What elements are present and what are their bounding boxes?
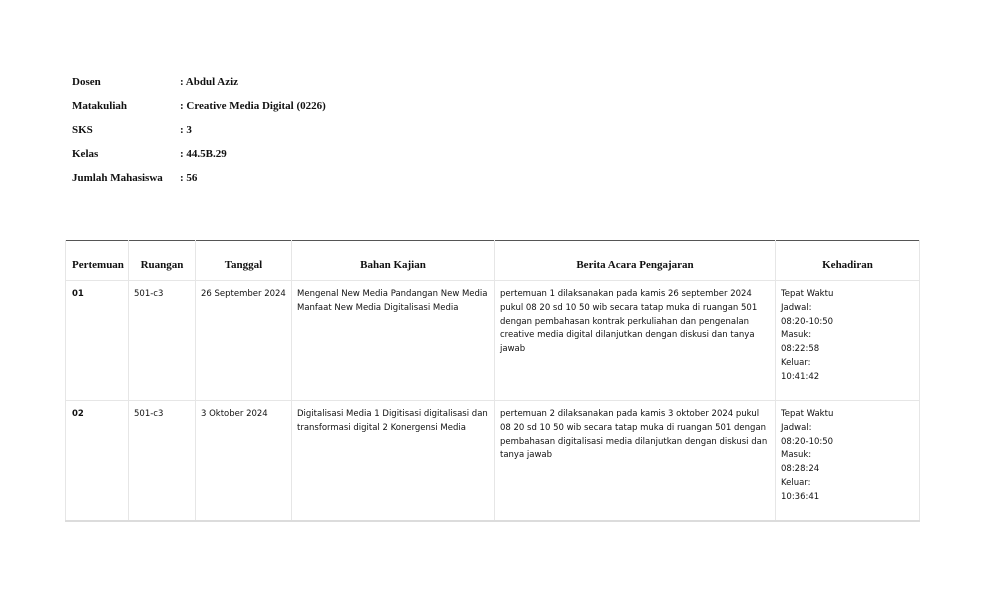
attendance-out-value: 10:41:42	[781, 371, 820, 382]
info-row-matakuliah	[72, 94, 326, 118]
info-value: : Creative Media Digital (0226)	[180, 100, 326, 112]
attendance-in-label: Masuk:	[781, 330, 812, 341]
info-value: : 56	[180, 172, 198, 184]
info-label: Dosen	[72, 76, 101, 88]
cell-ruangan: 501-c3	[129, 281, 196, 401]
header-bahan-kajian: Bahan Kajian	[292, 241, 495, 281]
attendance-schedule-label: Jadwal:	[781, 302, 812, 313]
cell-pertemuan: 01	[66, 281, 129, 401]
header-berita-acara: Berita Acara Pengajaran	[495, 241, 776, 281]
attendance-out-value: 10:36:41	[781, 491, 820, 502]
info-value: : 44.5B.29	[180, 148, 227, 160]
table-header-row	[66, 241, 920, 281]
attendance-in-value: 08:28:24	[781, 464, 820, 475]
table-row	[66, 281, 920, 401]
header-pertemuan: Pertemuan	[66, 241, 129, 281]
attendance-schedule-label: Jadwal:	[781, 422, 812, 433]
info-row-dosen	[72, 70, 326, 94]
cell-tanggal: 3 Oktober 2024	[196, 401, 292, 521]
info-value: : Abdul Aziz	[180, 76, 239, 88]
header-kehadiran: Kehadiran	[776, 241, 920, 281]
cell-bahan-kajian: Digitalisasi Media 1 Digitisasi digitalisasi dan transformasi digital 2 Konergensi Media	[292, 401, 495, 521]
cell-kehadiran	[776, 281, 920, 401]
info-label: Matakuliah	[72, 100, 128, 112]
header-tanggal: Tanggal	[196, 241, 292, 281]
cell-kehadiran	[776, 401, 920, 521]
table-row	[66, 401, 920, 521]
info-value: : 3	[180, 124, 192, 136]
info-label: SKS	[72, 124, 93, 136]
attendance-out-label: Keluar:	[781, 357, 811, 368]
cell-tanggal: 26 September 2024	[196, 281, 292, 401]
cell-berita-acara: pertemuan 2 dilaksanakan pada kamis 3 oktober 2024 pukul 08 20 sd 10 50 wib secara tatap muka di ruangan 501 dengan pembahasan digitalisasi media dilanjutkan dengan diskusi dan tanya jawab	[495, 401, 776, 521]
attendance-schedule-value: 08:20-10:50	[781, 316, 834, 327]
info-label: Jumlah Mahasiswa	[72, 172, 163, 184]
info-row-sks	[72, 118, 326, 142]
attendance-status: Tepat Waktu	[781, 409, 834, 419]
info-row-kelas	[72, 142, 326, 166]
info-label: Kelas	[72, 148, 99, 160]
attendance-in-value: 08:22:58	[781, 344, 820, 355]
attendance-in-label: Masuk:	[781, 450, 812, 461]
course-info	[72, 70, 326, 190]
attendance-out-label: Keluar:	[781, 477, 811, 488]
attendance-status: Tepat Waktu	[781, 289, 834, 299]
attendance-schedule-value: 08:20-10:50	[781, 436, 834, 447]
header-ruangan: Ruangan	[129, 241, 196, 281]
attendance-table	[65, 240, 920, 522]
cell-pertemuan: 02	[66, 401, 129, 521]
cell-ruangan: 501-c3	[129, 401, 196, 521]
attendance-table-container	[65, 240, 919, 522]
cell-bahan-kajian: Mengenal New Media Pandangan New Media Manfaat New Media Digitalisasi Media	[292, 281, 495, 401]
cell-berita-acara: pertemuan 1 dilaksanakan pada kamis 26 september 2024 pukul 08 20 sd 10 50 wib secara tatap muka di ruangan 501 dengan pembahasan kontrak perkuliahan dan pengenalan creative media digital dilanjutkan dengan diskusi dan tanya jawab	[495, 281, 776, 401]
info-row-jumlah-mahasiswa	[72, 166, 326, 190]
